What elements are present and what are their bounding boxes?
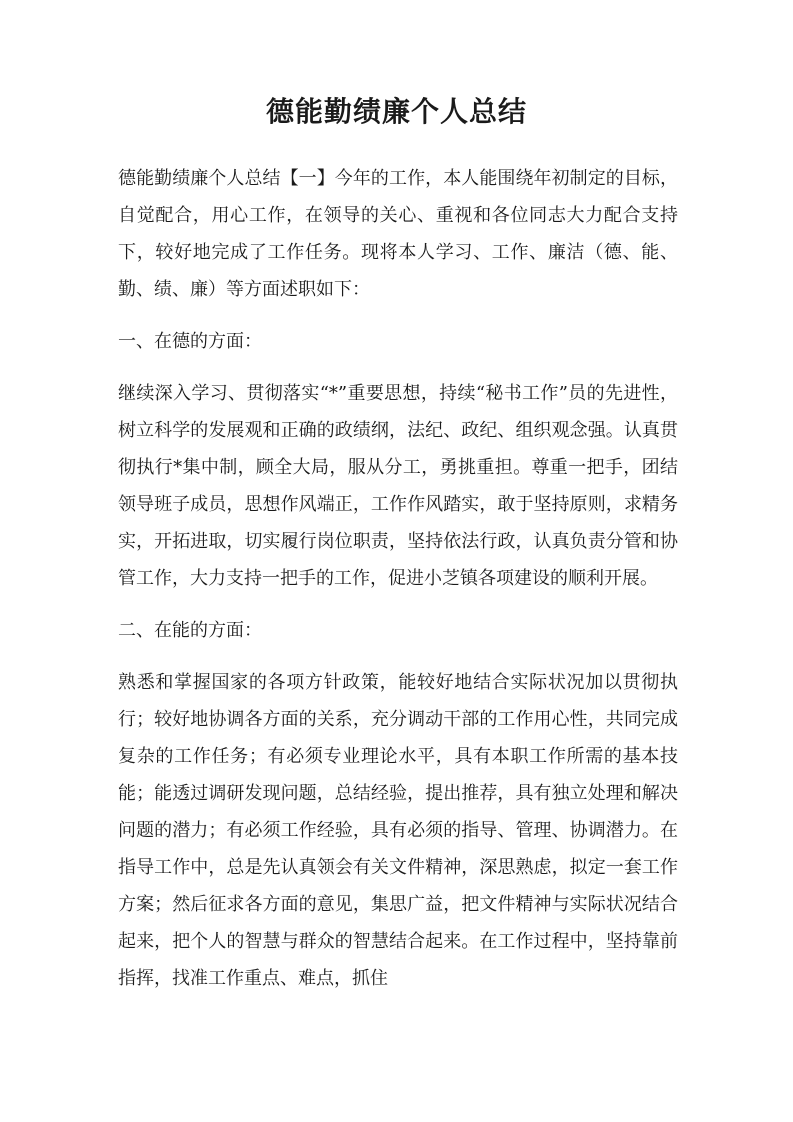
paragraph-de: 继续深入学习、贯彻落实“*”重要思想，持续“秘书工作”员的先进性，树立科学的发展观和正确的政绩纲，法纪、政纪、组织观念强。认真贯彻执行*集中制，顾全大局，服从分工，勇挑重担。尊重一把手，团结领导班子成员，思想作风端正，工作作风踏实，敢于坚持原则，求精务实，开拓进取，切实履行岗位职责，坚持依法行政，认真负责分管和协管工作，大力支持一把手的工作，促进小芝镇各项建设的顺利开展。 — [118, 383, 678, 589]
paragraph-neng: 熟悉和掌握国家的各项方针政策，能较好地结合实际状况加以贯彻执行；较好地协调各方面的关系，充分调动干部的工作用心性，共同完成复杂的工作任务；有必须专业理论水平，具有本职工作所需的基本技能；能透过调研发现问题，总结经验，提出推荐，具有独立处理和解决问题的潜力；有必须工作经验，具有必须的指导、管理、协调潜力。在指导工作中，总是先认真领会有关文件精神，深思熟虑，拟定一套工作方案；然后征求各方面的意见，集思广益，把文件精神与实际状况结合起来，把个人的智慧与群众的智慧结合起来。在工作过程中，坚持靠前指挥，找准工作重点、难点，抓住 — [118, 672, 678, 989]
document-title: 德能勤绩廉个人总结 — [265, 95, 527, 128]
document-body — [118, 160, 678, 1012]
section-heading-neng: 二、在能的方面： — [118, 620, 262, 641]
section-heading-de: 一、在德的方面： — [118, 331, 262, 352]
paragraph-intro: 德能勤绩廉个人总结【一】今年的工作，本人能围绕年初制定的目标，自觉配合，用心工作，在领导的关心、重视和各位同志大力配合支持下，较好地完成了工作任务。现将本人学习、工作、廉洁（德、能、勤、绩、廉）等方面述职如下： — [118, 168, 678, 300]
